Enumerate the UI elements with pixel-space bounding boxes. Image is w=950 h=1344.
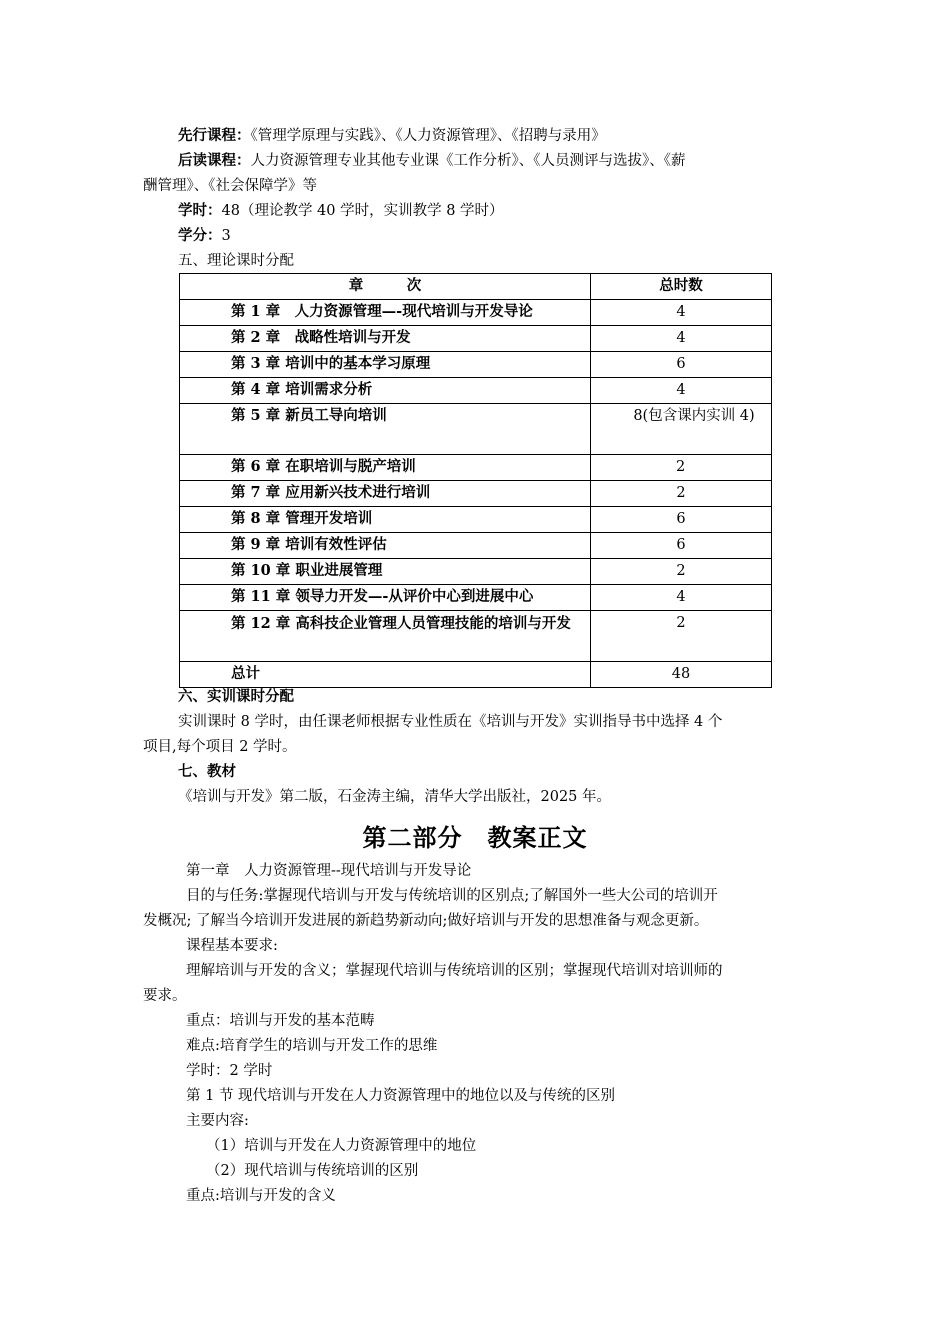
chapter1-req: 理解培训与开发的含义；掌握现代培训与传统培训的区别；掌握现代培训对培训师的 xyxy=(186,963,723,979)
chapter-cell: 第 4 章 培训需求分析 xyxy=(180,378,591,404)
credits-text: 3 xyxy=(221,228,231,244)
chapter1-title: 第一章 人力资源管理--现代培训与开发导论 xyxy=(186,863,472,879)
chapter1-req-cont: 要求。 xyxy=(143,988,187,1004)
table-row xyxy=(180,455,772,481)
chapter-cell: 第 9 章 培训有效性评估 xyxy=(180,533,591,559)
table-row xyxy=(180,378,772,404)
prereq-line xyxy=(178,125,606,147)
chapter-cell: 第 3 章 培训中的基本学习原理 xyxy=(180,352,591,378)
section5-heading: 五、理论课时分配 xyxy=(178,253,294,269)
hours-cell: 2 xyxy=(591,611,772,662)
table-header-row xyxy=(180,274,772,300)
table-row xyxy=(180,404,772,455)
header-chapter: 章 次 xyxy=(180,274,591,300)
chapter-cell: 第 11 章 领导力开发—-从评价中心到进展中心 xyxy=(180,585,591,611)
chapter1-difficulty: 难点:培育学生的培训与开发工作的思维 xyxy=(186,1038,438,1054)
hours-cell: 6 xyxy=(591,352,772,378)
hours-cell: 2 xyxy=(591,559,772,585)
table-total-row xyxy=(180,662,772,688)
chapter-cell: 第 6 章 在职培训与脱产培训 xyxy=(180,455,591,481)
followup-text: 人力资源管理专业其他专业课《工作分析》、《人员测评与选拔》、《薪 xyxy=(250,153,686,169)
hours-cell: 6 xyxy=(591,507,772,533)
hours-line xyxy=(178,200,504,222)
section6-text-cont: 项目,每个项目 2 学时。 xyxy=(143,739,297,755)
table-row xyxy=(180,481,772,507)
table-row xyxy=(180,326,772,352)
chapter-cell: 第 8 章 管理开发培训 xyxy=(180,507,591,533)
total-label: 总计 xyxy=(180,662,591,688)
hours-cell: 4 xyxy=(591,585,772,611)
chapter1-item: （2）现代培训与传统培训的区别 xyxy=(206,1163,419,1179)
hours-cell: 4 xyxy=(591,326,772,352)
chapter-cell: 第 10 章 职业进展管理 xyxy=(180,559,591,585)
section7-text: 《培训与开发》第二版，石金涛主编，清华大学出版社，2025 年。 xyxy=(178,789,612,805)
chapter1-req-title: 课程基本要求: xyxy=(186,938,278,954)
hours-label: 学时： xyxy=(178,202,222,219)
credits-line xyxy=(178,225,231,247)
table-row xyxy=(180,585,772,611)
hours-cell: 4 xyxy=(591,378,772,404)
chapter1-section1: 第 1 节 现代培训与开发在人力资源管理中的地位以及与传统的区别 xyxy=(186,1088,616,1104)
hours-cell: 2 xyxy=(591,455,772,481)
hours-cell: 4 xyxy=(591,300,772,326)
table-row xyxy=(180,507,772,533)
table-row xyxy=(180,352,772,378)
header-hours: 总时数 xyxy=(591,274,772,300)
chapter1-hours: 学时：2 学时 xyxy=(186,1063,273,1079)
total-hours: 48 xyxy=(591,662,772,688)
hours-table xyxy=(179,273,772,688)
hours-text: 48（理论教学 40 学时，实训教学 8 学时） xyxy=(221,203,504,219)
chapter-cell: 第 1 章 人力资源管理—-现代培训与开发导论 xyxy=(180,300,591,326)
section6-text: 实训课时 8 学时，由任课老师根据专业性质在《培训与开发》实训指导书中选择 4 个 xyxy=(178,714,723,730)
table-row xyxy=(180,300,772,326)
prereq-text: 《管理学原理与实践》、《人力资源管理》、《招聘与录用》 xyxy=(250,128,606,144)
hours-cell: 8(包含课内实训 4) xyxy=(591,404,772,455)
chapter-cell: 第 7 章 应用新兴技术进行培训 xyxy=(180,481,591,507)
chapter-cell: 第 12 章 高科技企业管理人员管理技能的培训与开发 xyxy=(180,611,591,662)
prereq-label: 先行课程： xyxy=(178,127,251,144)
hours-cell: 2 xyxy=(591,481,772,507)
chapter1-goal: 目的与任务:掌握现代培训与开发与传统培训的区别点;了解国外一些大公司的培训开 xyxy=(186,888,718,904)
followup-line-cont: 酬管理》、《社会保障学》等 xyxy=(143,178,317,194)
chapter-cell: 第 2 章 战略性培训与开发 xyxy=(180,326,591,352)
table-row xyxy=(180,611,772,662)
chapter1-goal-cont: 发概况; 了解当今培训开发进展的新趋势新动向;做好培训与开发的思想准备与观念更新。 xyxy=(143,913,709,929)
chapter-cell: 第 5 章 新员工导向培训 xyxy=(180,404,591,455)
chapter1-focus2: 重点:培训与开发的含义 xyxy=(186,1188,336,1204)
chapter1-focus: 重点：培训与开发的基本范畴 xyxy=(186,1013,375,1029)
section7-heading: 七、教材 xyxy=(178,763,236,780)
part2-title: 第二部分 教案正文 xyxy=(362,823,588,852)
hours-cell: 6 xyxy=(591,533,772,559)
followup-label: 后读课程： xyxy=(178,152,251,169)
chapter1-content-title: 主要内容: xyxy=(186,1113,249,1129)
table-row xyxy=(180,559,772,585)
chapter1-item: （1）培训与开发在人力资源管理中的地位 xyxy=(206,1138,477,1154)
table-row xyxy=(180,533,772,559)
credits-label: 学分： xyxy=(178,227,222,244)
section6-heading: 六、实训课时分配 xyxy=(178,688,294,705)
followup-line xyxy=(178,150,686,172)
